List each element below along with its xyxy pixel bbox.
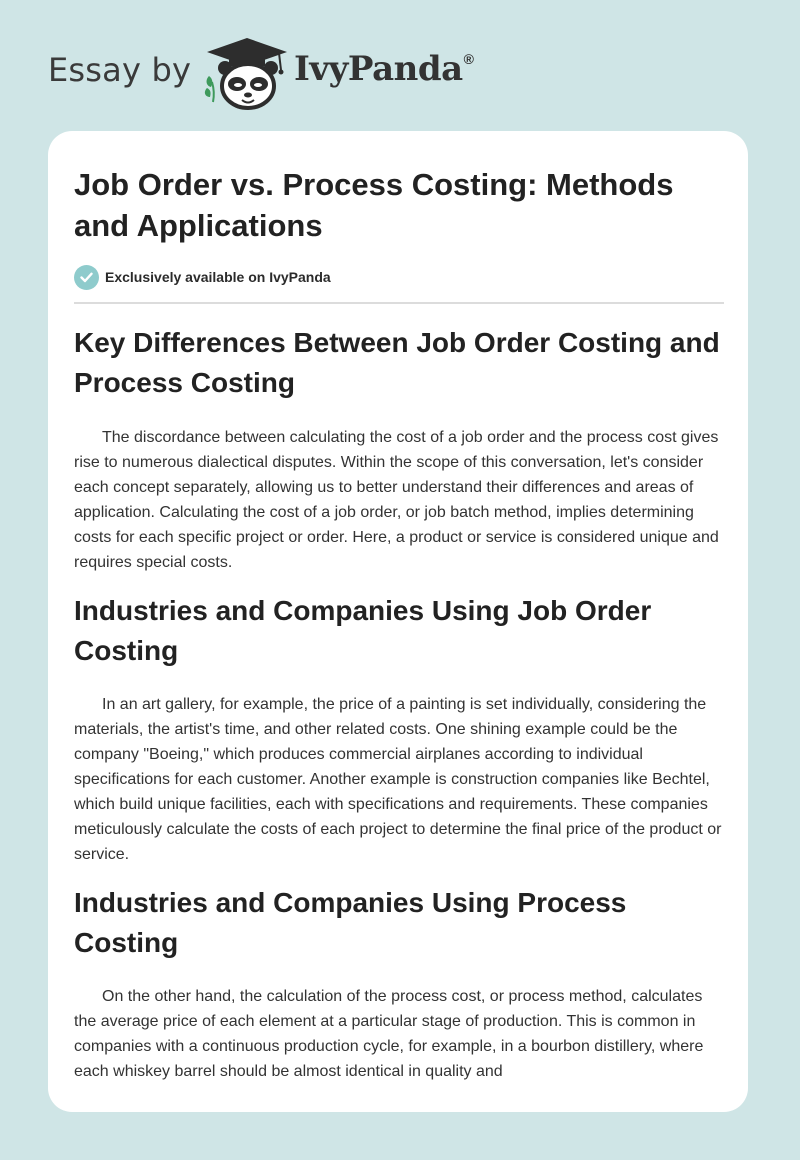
registered-mark: ® [463,51,474,67]
exclusive-badge-text: Exclusively available on IvyPanda [105,269,331,285]
article-card [48,131,748,1112]
section-heading-key-differences: Key Differences Between Job Order Costing and Process Costing [74,327,720,398]
section-paragraph-process-costing: On the other hand, the calculation of the process cost, or process method, calculates the average price of each element at a particular stage of production. This is common in companies with a continuous production cycle, for example, in a bourbon distillery, where each whiskey barrel should be almost identical in quality and [74,988,704,1080]
section-paragraph-key-differences: The discordance between calculating the cost of a job order and the process cost gives rise to numerous dialectical disputes. Within the scope of this conversation, let's consider each concept separately, allowing us to better understand their differences and areas of application. Calculating the cost of a job order, or job batch method, implies determining costs for each specific project or order. Here, a product or service is considered unique and requires special costs. [74,429,719,571]
check-icon [74,265,99,290]
article-title: Job Order vs. Process Costing: Methods and Applications [74,167,674,243]
essay-by-label: Essay by [48,51,192,89]
exclusive-badge [74,264,331,290]
section-heading-process-costing: Industries and Companies Using Process Costing [74,887,627,958]
section-paragraph-job-order-costing: In an art gallery, for example, the price of a painting is set individually, considering the materials, the artist's time, and other related costs. One shining example could be the company "Boeing," which produces commercial airplanes according to individual specifications for each customer. Another example is construction companies like Bechtel, which build unique facilities, each with specifications and requirements. These companies meticulously calculate the costs of each project to determine the final price of the product or service. [74,696,722,863]
panda-graduate-logo[interactable] [203,36,287,110]
site-header [0,0,800,130]
divider [74,302,724,304]
brand-name[interactable]: IvyPanda® [294,49,474,89]
section-heading-job-order-costing: Industries and Companies Using Job Order Costing [74,595,652,666]
